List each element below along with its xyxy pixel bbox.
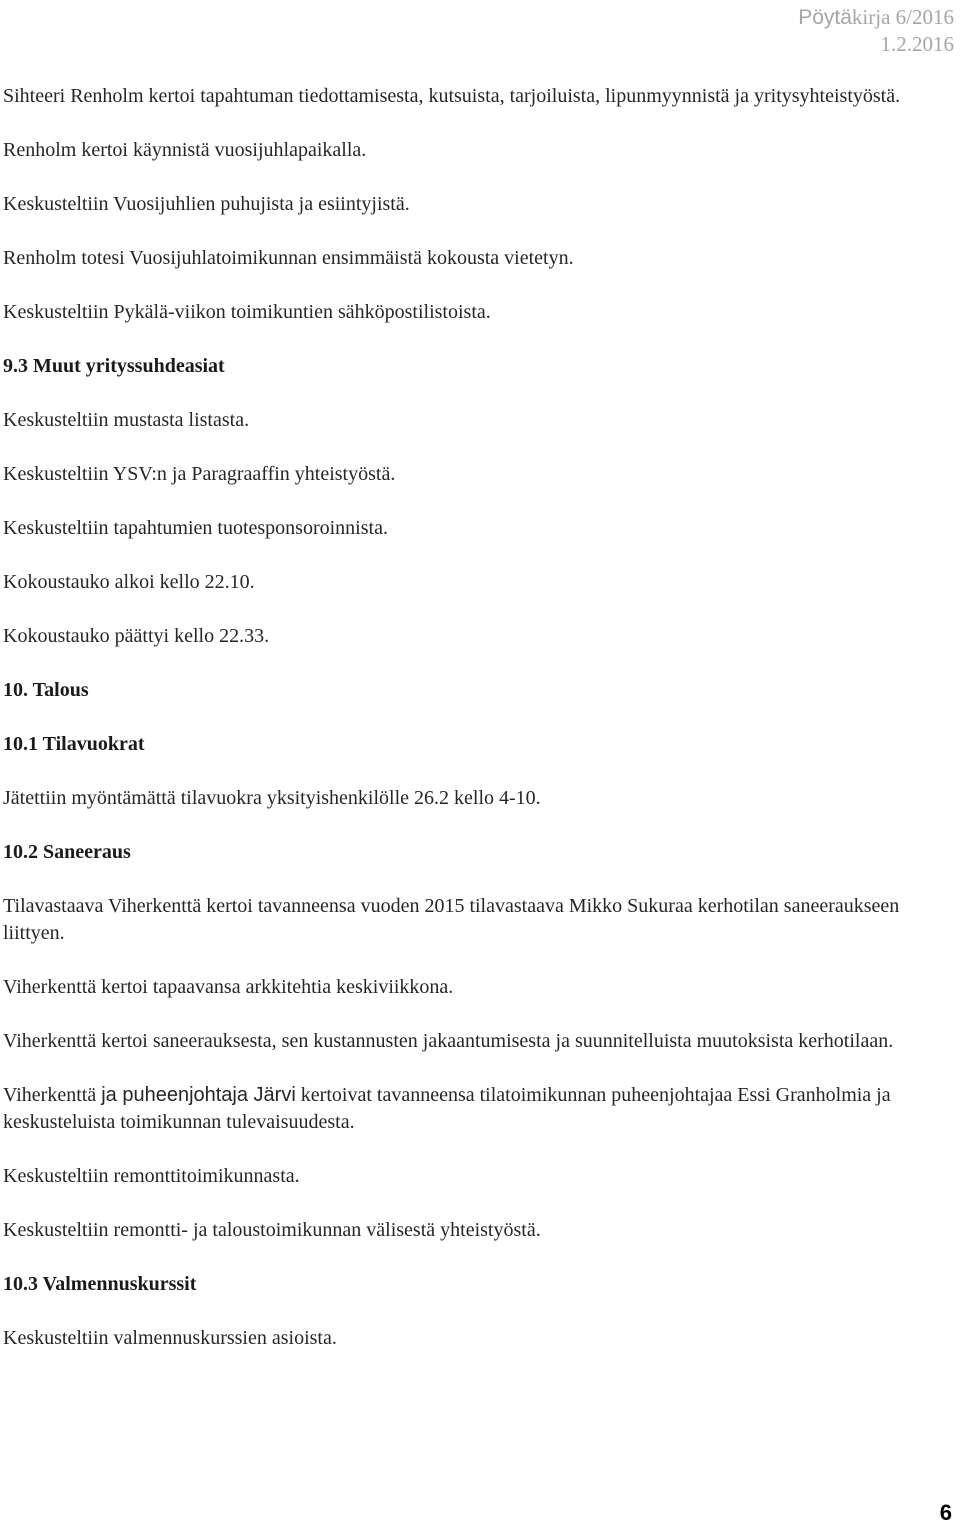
document-body [3, 83, 953, 1379]
paragraph: Keskusteltiin tapahtumien tuotesponsoroinnista. [3, 517, 388, 539]
paragraph: Sihteeri Renholm kertoi tapahtuman tiedottamisesta, kutsuista, tarjoiluista, lipunmyynnistä ja yritysyhteistyöstä. [3, 85, 901, 107]
section-heading: 10.3 Valmennuskurssit [3, 1273, 197, 1295]
section-heading: 10.1 Tilavuokrat [3, 733, 145, 755]
paragraph: Keskusteltiin mustasta listasta. [3, 409, 250, 431]
paragraph: Viherkenttä ja puheenjohtaja Järvi kertoivat tavanneensa tilatoimikunnan puheenjohtajaa Essi Granholmia ja keskusteluista toimikunnan tulevaisuudesta. [3, 1084, 891, 1133]
paragraph: Renholm totesi Vuosijuhlatoimikunnan ensimmäistä kokousta vietetyn. [3, 247, 574, 269]
paragraph: Viherkenttä kertoi tapaavansa arkkitehtia keskiviikkona. [3, 976, 454, 998]
section-heading: 10. Talous [3, 679, 89, 701]
paragraph: Keskusteltiin YSV:n ja Paragraaffin yhteistyöstä. [3, 463, 396, 485]
section-heading: 10.2 Saneeraus [3, 841, 131, 863]
paragraph: Keskusteltiin remontti- ja taloustoimikunnan välisestä yhteistyöstä. [3, 1219, 541, 1241]
paragraph: Keskusteltiin Vuosijuhlien puhujista ja esiintyjistä. [3, 193, 410, 215]
document-header [798, 4, 954, 58]
paragraph: Keskusteltiin valmennuskurssien asioista. [3, 1327, 337, 1349]
document-title: Pöytäkirja 6/2016 [798, 5, 954, 29]
paragraph: Jätettiin myöntämättä tilavuokra yksityishenkilölle 26.2 kello 4-10. [3, 787, 541, 809]
paragraph: Keskusteltiin Pykälä-viikon toimikuntien sähköpostilistoista. [3, 301, 491, 323]
paragraph: Keskusteltiin remonttitoimikunnasta. [3, 1165, 300, 1187]
page-number: 6 [939, 1500, 952, 1525]
paragraph: Kokoustauko alkoi kello 22.10. [3, 571, 255, 593]
section-heading: 9.3 Muut yrityssuhdeasiat [3, 355, 225, 377]
document-date: 1.2.2016 [880, 32, 954, 56]
paragraph: Viherkenttä kertoi saneerauksesta, sen kustannusten jakaantumisesta ja suunnitelluista muutoksista kerhotilaan. [3, 1030, 894, 1052]
paragraph: Renholm kertoi käynnistä vuosijuhlapaikalla. [3, 139, 367, 161]
paragraph: Tilavastaava Viherkenttä kertoi tavanneensa vuoden 2015 tilavastaava Mikko Sukuraa kerhotilan saneeraukseen liittyen. [3, 895, 900, 944]
paragraph: Kokoustauko päättyi kello 22.33. [3, 625, 270, 647]
